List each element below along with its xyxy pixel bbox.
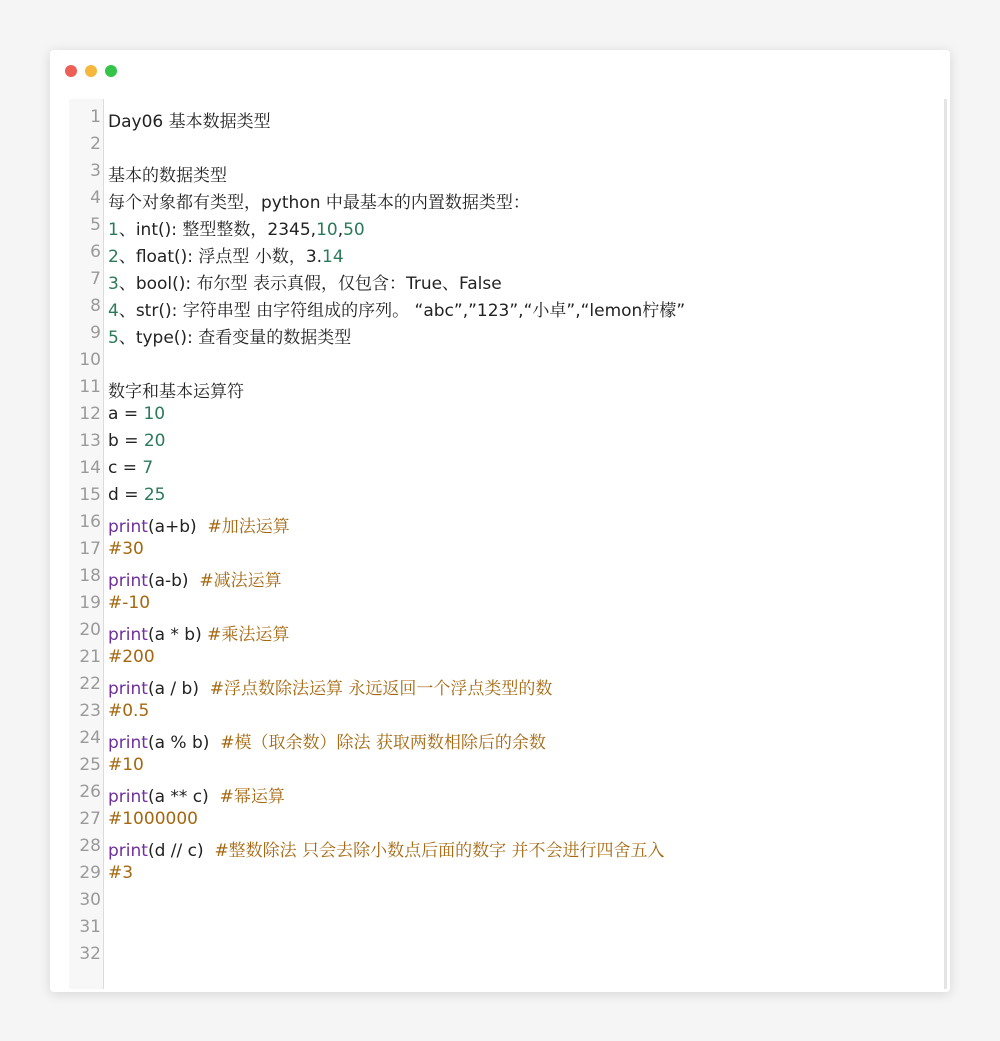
text-token: 数字和基本运算符 — [108, 382, 244, 402]
line-number: 27 — [79, 809, 101, 829]
line-content — [108, 728, 546, 753]
comment-token: #乘法运算 — [207, 625, 290, 645]
number-token: 3 — [108, 274, 119, 294]
keyword-token: print — [108, 787, 148, 807]
text-token: (a / b) — [147, 679, 210, 699]
text-token: 每个对象都有类型，python 中最基本的内置数据类型： — [108, 193, 530, 213]
number-token: 10 — [143, 404, 166, 424]
number-token: 20 — [143, 431, 166, 451]
text-token: (a * b) — [147, 625, 208, 645]
comment-token: #模（取余数）除法 获取两数相除后的余数 — [220, 733, 546, 753]
line-content — [108, 755, 144, 775]
vertical-scrollbar[interactable] — [944, 99, 947, 989]
text-token: Day06 基本数据类型 — [108, 112, 271, 132]
number-token: 10 — [316, 220, 338, 240]
line-content — [108, 701, 149, 721]
line-content — [108, 647, 155, 667]
line-content — [108, 566, 282, 591]
line-content — [108, 458, 153, 478]
number-token: 14 — [322, 247, 344, 267]
text-token: (a % b) — [147, 733, 221, 753]
line-number: 32 — [79, 944, 101, 964]
line-number: 25 — [79, 755, 101, 775]
line-number: 21 — [79, 647, 101, 667]
keyword-token: print — [108, 679, 148, 699]
number-token: 25 — [143, 485, 166, 505]
comment-token: #3 — [108, 863, 134, 883]
line-number: 3 — [90, 161, 101, 181]
minimize-dot-icon[interactable] — [85, 65, 97, 77]
number-token: 4 — [108, 301, 119, 321]
number-token: 5 — [108, 328, 119, 348]
line-number: 11 — [79, 377, 101, 397]
close-dot-icon[interactable] — [65, 65, 77, 77]
comment-token: #30 — [108, 539, 144, 559]
comment-token: #加法运算 — [207, 517, 290, 537]
line-number: 10 — [79, 350, 101, 370]
text-token: c = — [108, 458, 143, 478]
keyword-token: print — [108, 625, 148, 645]
line-number: 7 — [90, 269, 101, 289]
line-number: 5 — [90, 215, 101, 235]
line-number: 18 — [79, 566, 101, 586]
line-number: 12 — [79, 404, 101, 424]
line-number: 23 — [79, 701, 101, 721]
text-token: a = — [108, 404, 144, 424]
text-token: (d // c) — [147, 841, 215, 861]
line-number: 4 — [90, 188, 101, 208]
line-number: 8 — [90, 296, 101, 316]
line-number: 28 — [79, 836, 101, 856]
window-controls — [65, 65, 117, 77]
line-content — [108, 269, 502, 294]
maximize-dot-icon[interactable] — [105, 65, 117, 77]
line-content — [108, 485, 165, 505]
line-content — [108, 512, 290, 537]
line-content — [108, 323, 351, 348]
line-content — [108, 377, 244, 402]
line-number: 31 — [79, 917, 101, 937]
text-token: (a ** c) — [147, 787, 220, 807]
line-content — [108, 404, 165, 424]
keyword-token: print — [108, 733, 148, 753]
line-number: 1 — [90, 107, 101, 127]
line-content — [108, 296, 685, 321]
line-number: 29 — [79, 863, 101, 883]
code-editor[interactable] — [69, 99, 947, 989]
text-token: , — [337, 220, 344, 240]
line-number: 19 — [79, 593, 101, 613]
line-content — [108, 188, 530, 213]
line-number: 20 — [79, 620, 101, 640]
line-number: 15 — [79, 485, 101, 505]
line-content — [108, 836, 665, 861]
text-token: 、str(): 字符串型 由字符组成的序列。 “abc”,”123”,“小卓”,“lemon柠檬” — [118, 301, 686, 321]
comment-token: #10 — [108, 755, 144, 775]
comment-token: #幂运算 — [219, 787, 285, 807]
text-token: 基本的数据类型 — [108, 166, 227, 186]
keyword-token: print — [108, 517, 148, 537]
line-number: 30 — [79, 890, 101, 910]
line-content — [108, 242, 344, 267]
number-token: 1 — [108, 220, 119, 240]
line-content — [108, 539, 144, 559]
line-content — [108, 674, 552, 699]
text-token: d = — [108, 485, 144, 505]
line-content — [108, 782, 285, 807]
line-number: 6 — [90, 242, 101, 262]
line-number: 13 — [79, 431, 101, 451]
text-token: (a+b) — [147, 517, 208, 537]
line-number: 24 — [79, 728, 101, 748]
line-number: 22 — [79, 674, 101, 694]
line-number: 9 — [90, 323, 101, 343]
line-content — [108, 593, 150, 613]
line-content — [108, 809, 198, 829]
comment-token: #1000000 — [108, 809, 198, 829]
line-number: 16 — [79, 512, 101, 532]
line-content — [108, 107, 271, 132]
line-content — [108, 863, 133, 883]
number-token: 2 — [108, 247, 119, 267]
line-content — [108, 620, 289, 645]
comment-token: #-10 — [108, 593, 151, 613]
comment-token: #减法运算 — [199, 571, 282, 591]
number-token: 7 — [142, 458, 154, 478]
number-token: 50 — [343, 220, 365, 240]
text-token: 、float(): 浮点型 小数，3. — [118, 247, 323, 267]
line-content — [108, 161, 227, 186]
editor-window — [50, 50, 950, 992]
comment-token: #200 — [108, 647, 155, 667]
line-content — [108, 215, 365, 240]
text-token: (a-b) — [147, 571, 200, 591]
line-content — [108, 431, 165, 451]
keyword-token: print — [108, 841, 148, 861]
line-number: 14 — [79, 458, 101, 478]
text-token: b = — [108, 431, 144, 451]
line-number: 17 — [79, 539, 101, 559]
text-token: 、int(): 整型整数，2345, — [118, 220, 317, 240]
text-token: 、bool(): 布尔型 表示真假，仅包含：True、False — [118, 274, 502, 294]
line-number: 26 — [79, 782, 101, 802]
keyword-token: print — [108, 571, 148, 591]
line-number: 2 — [90, 134, 101, 154]
text-token: 、type(): 查看变量的数据类型 — [118, 328, 352, 348]
comment-token: #0.5 — [108, 701, 150, 721]
comment-token: #整数除法 只会去除小数点后面的数字 并不会进行四舍五入 — [214, 841, 665, 861]
comment-token: #浮点数除法运算 永远返回一个浮点类型的数 — [209, 679, 553, 699]
